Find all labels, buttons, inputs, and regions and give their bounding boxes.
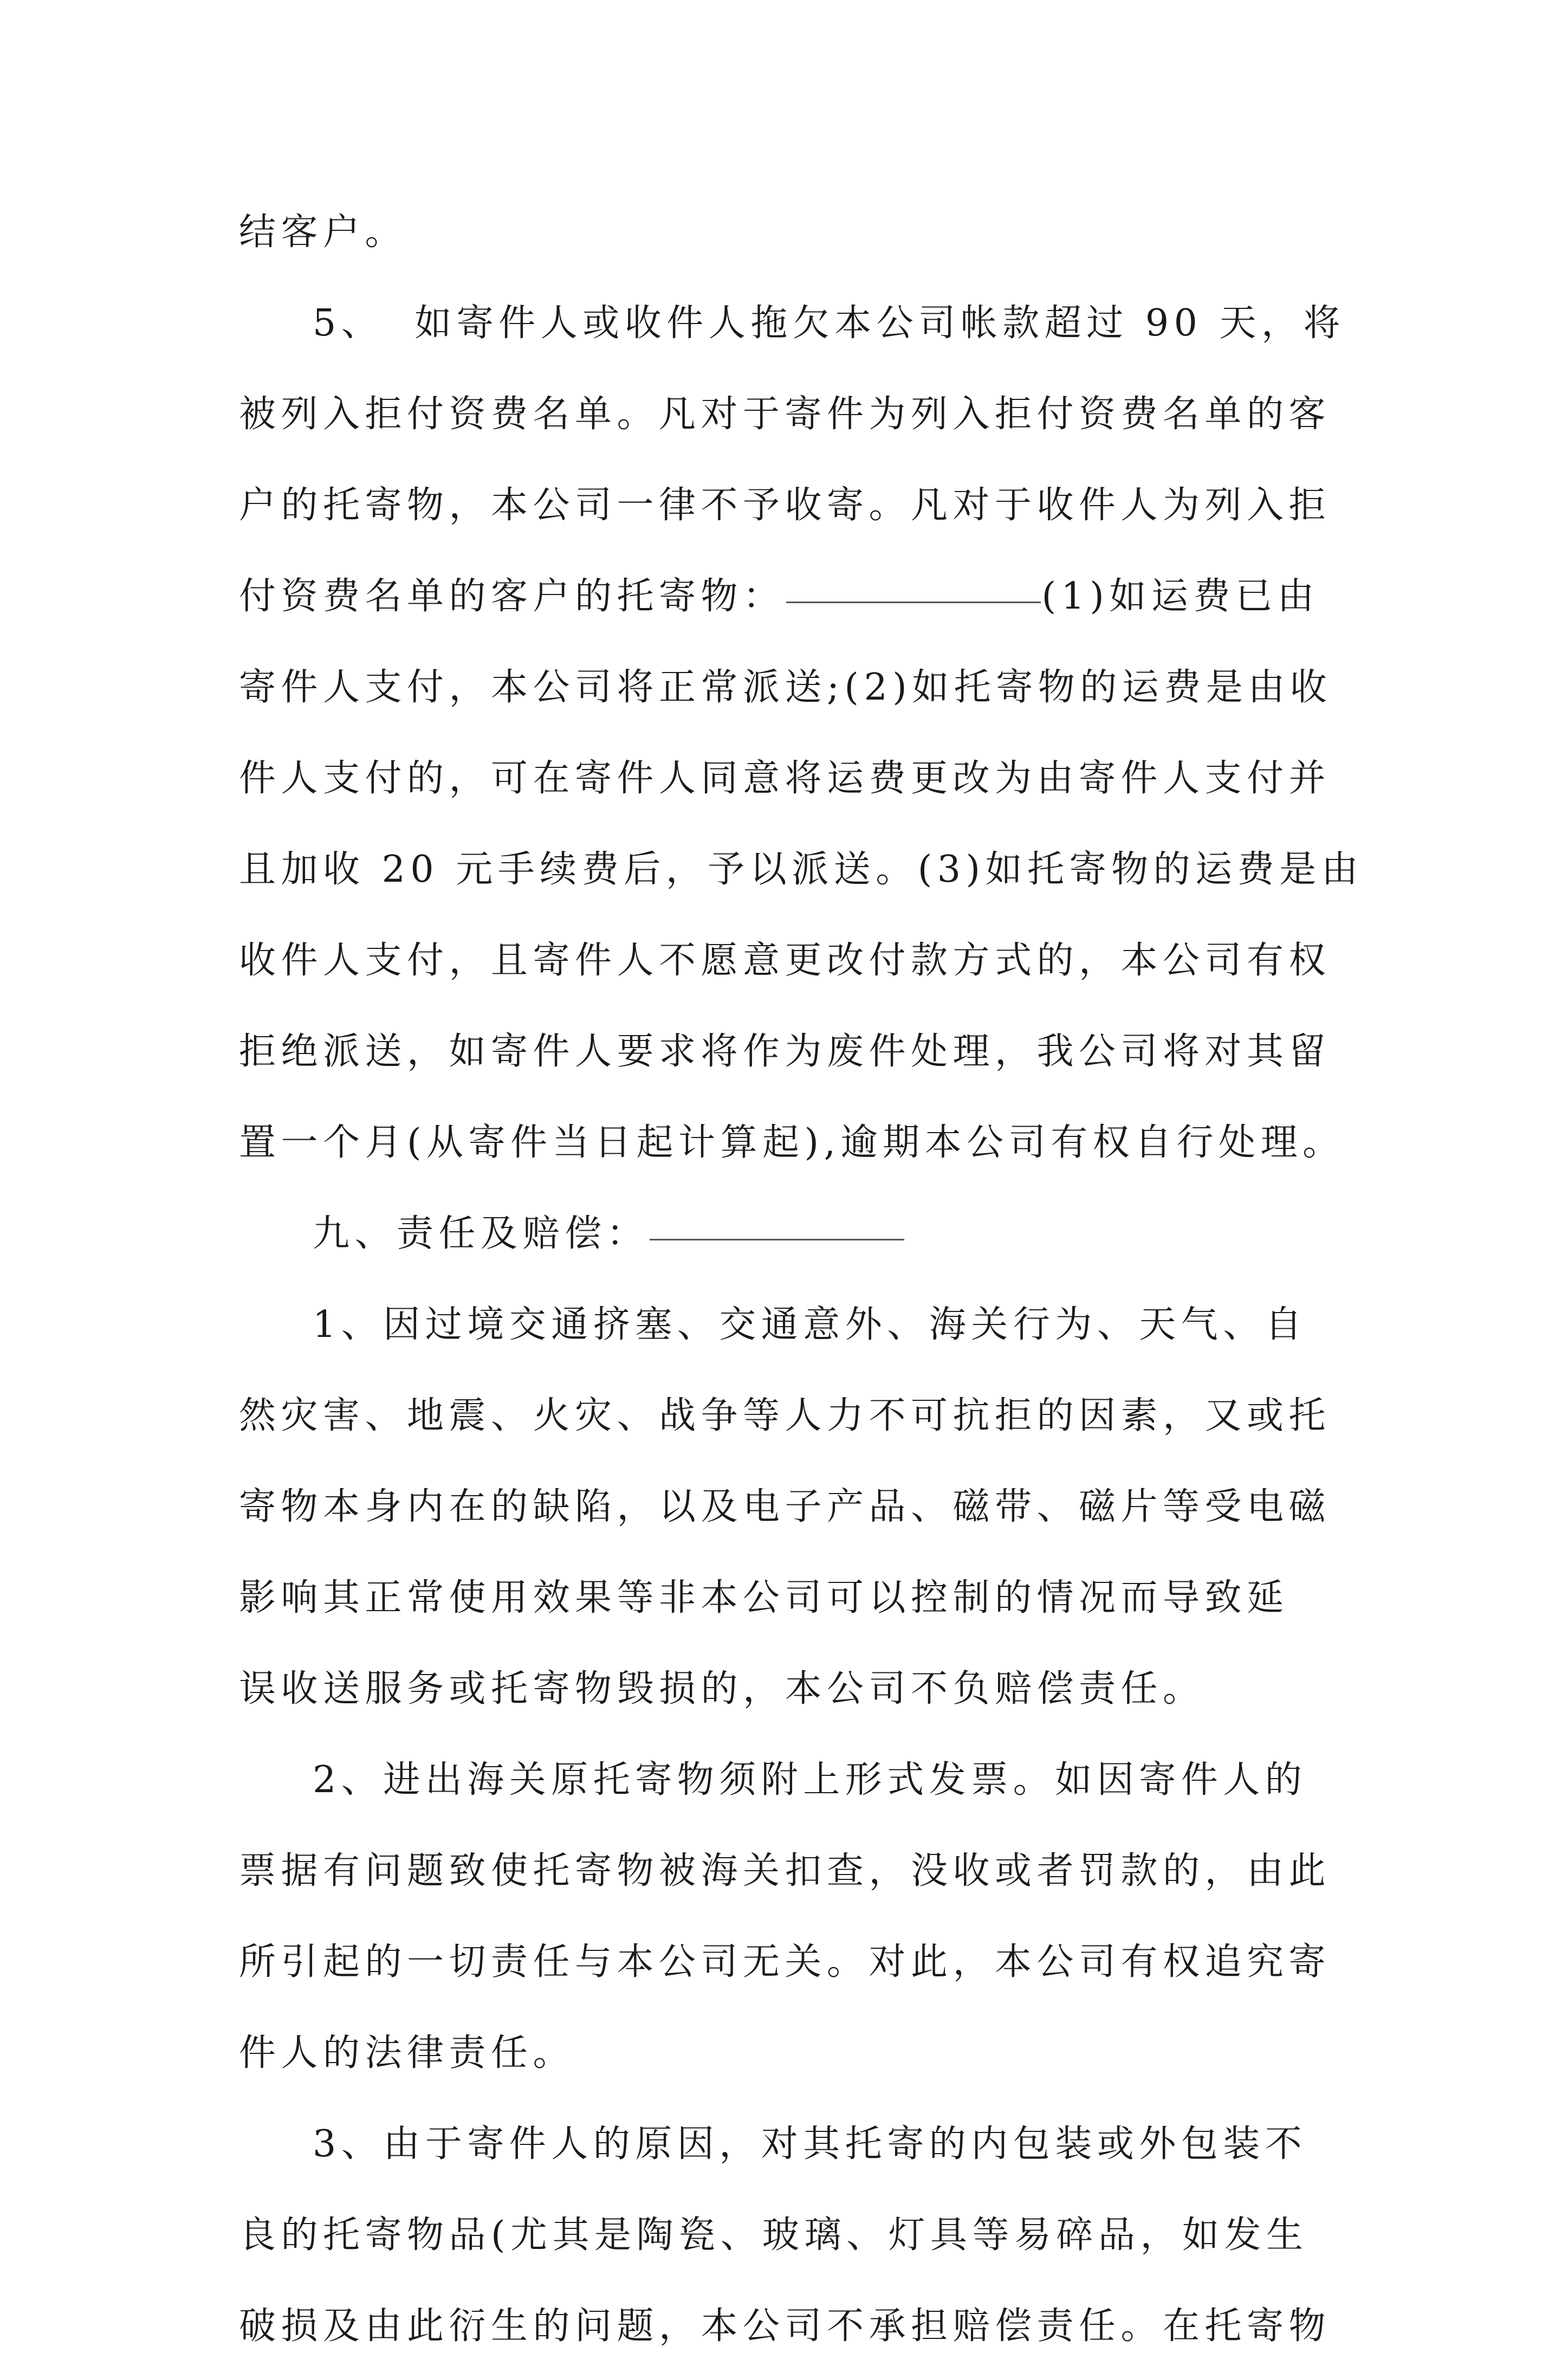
text-line: 收件人支付，且寄件人不愿意更改付款方式的，本公司有权 xyxy=(239,939,1331,982)
text-line: 误收送服务或托寄物毁损的，本公司不负赔偿责任。 xyxy=(239,1667,1205,1710)
text-line: 件人的法律责任。 xyxy=(239,2032,575,2074)
text-line: 结客户。 xyxy=(239,211,407,254)
text-line: 影响其正常使用效果等非本公司可以控制的情况而导致延 xyxy=(239,1576,1289,1619)
text-line: 票据有问题致使托寄物被海关扣查，没收或者罚款的，由此 xyxy=(239,1850,1331,1892)
section-heading-text: 九、责任及赔偿： xyxy=(313,1212,649,1255)
text-line: 拒绝派送，如寄件人要求将作为废件处理，我公司将对其留 xyxy=(239,1030,1331,1073)
text-line: 寄物本身内在的缺陷，以及电子产品、磁带、磁片等受电磁 xyxy=(239,1485,1331,1528)
item-1-first-line: 1、因过境交通挤塞、交通意外、海关行为、天气、自 xyxy=(313,1303,1307,1346)
text-segment: 如寄件人或收件人拖欠本公司帐款超过 90 天，将 xyxy=(414,302,1346,345)
text-line: 所引起的一切责任与本公司无关。对此，本公司有权追究寄 xyxy=(239,1941,1331,1983)
item-2-first-line: 2、进出海关原托寄物须附上形式发票。如因寄件人的 xyxy=(313,1759,1307,1801)
item-number: 5、 xyxy=(313,302,384,345)
text-segment: 付资费名单的客户的托寄物： xyxy=(239,575,785,618)
item-3-first-line: 3、由于寄件人的原因，对其托寄的内包装或外包装不 xyxy=(313,2123,1307,2166)
section-heading xyxy=(239,1188,1344,1279)
document-body xyxy=(239,187,1364,2372)
fill-in-blank xyxy=(786,599,1041,603)
fill-in-blank xyxy=(650,1237,904,1240)
text-line: 良的托寄物品(尤其是陶瓷、玻璃、灯具等易碎品，如发生 xyxy=(239,2214,1308,2257)
paragraph-5-first-line xyxy=(239,278,1344,369)
text-line: 件人支付的，可在寄件人同意将运费更改为由寄件人支付并 xyxy=(239,757,1331,800)
text-line: 置一个月(从寄件当日起计算起),逾期本公司有权自行处理。 xyxy=(239,1121,1345,1164)
text-line: 寄件人支付，本公司将正常派送;(2)如托寄物的运费是由收 xyxy=(239,666,1332,709)
text-line-with-blank xyxy=(239,551,1344,642)
text-line: 户的托寄物，本公司一律不予收寄。凡对于收件人为列入拒 xyxy=(239,484,1331,527)
text-line: 然灾害、地震、火灾、战争等人力不可抗拒的因素，又或托 xyxy=(239,1394,1331,1437)
text-line: 被列入拒付资费名单。凡对于寄件为列入拒付资费名单的客 xyxy=(239,393,1331,436)
text-segment: (1)如运费已由 xyxy=(1041,575,1319,618)
text-line: 且加收 20 元手续费后，予以派送。(3)如托寄物的运费是由 xyxy=(239,848,1364,891)
text-line: 破损及由此衍生的问题，本公司不承担赔偿责任。在托寄物 xyxy=(239,2305,1331,2348)
